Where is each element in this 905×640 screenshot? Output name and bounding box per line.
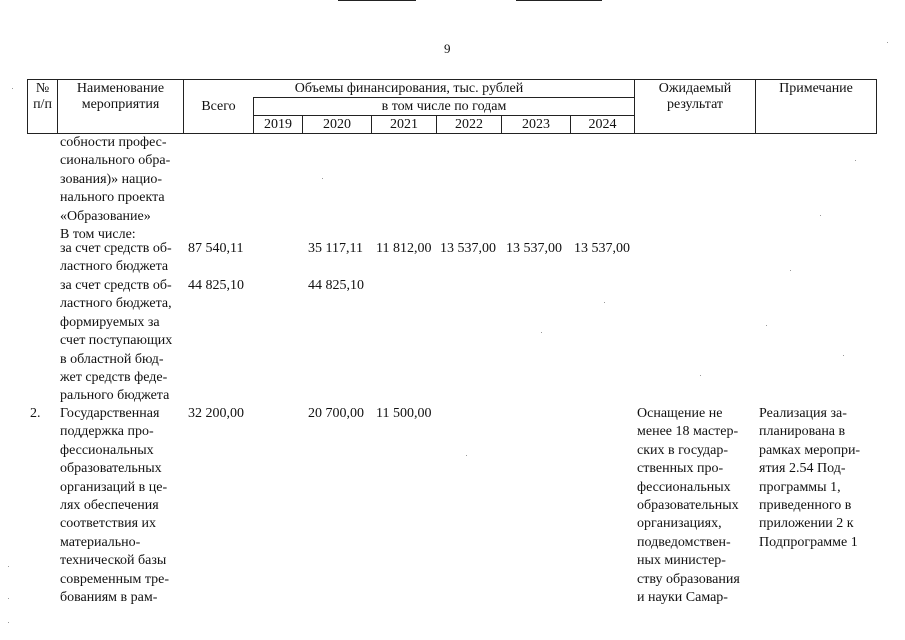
header-year-2023: 2023 bbox=[522, 117, 550, 132]
header-name: Наименование мероприятия bbox=[76, 81, 165, 112]
sub-row-regional-2023: 13 537,00 bbox=[506, 241, 562, 256]
row-2-2020: 20 700,00 bbox=[308, 406, 364, 421]
sub-row-federal-total: 44 825,10 bbox=[188, 278, 244, 293]
top-rule-right bbox=[516, 0, 602, 1]
row-2-number: 2. bbox=[30, 406, 41, 421]
sub-row-regional-2021: 11 812,00 bbox=[376, 241, 432, 256]
sub-row-regional-2024: 13 537,00 bbox=[574, 241, 630, 256]
header-year-2021: 2021 bbox=[390, 117, 418, 132]
header-note: Примечание bbox=[779, 81, 853, 96]
sub-row-regional-2022: 13 537,00 bbox=[440, 241, 496, 256]
header-total: Всего bbox=[201, 99, 236, 114]
header-num: № п/п bbox=[33, 81, 52, 112]
row-2-note: Реализация за- планирована в рамках меропри- ятия 2.54 Под- программы 1, приведенного в приложении 2 к Подпрограмме 1 bbox=[759, 406, 861, 550]
header-funding: Объемы финансирования, тыс. рублей bbox=[294, 81, 524, 96]
header-year-2019: 2019 bbox=[264, 117, 292, 132]
row-2-name: Государственная поддержка про- фессиональных образовательных организаций в це- лях обеспечения соответствия их материально- технической базы современным тре- бованиям в рам- bbox=[60, 406, 170, 606]
row-2-result: Оснащение не менее 18 мастер- ских в государ- ственных про- фессиональных образовательных организациях, подведомствен- ных министер- ству образования и науки Самар- bbox=[637, 406, 740, 606]
row-2-2021: 11 500,00 bbox=[376, 406, 432, 421]
continuation-text: собности профес- сионального обра- зования)» нацио- нального проекта «Образование» В том числе: bbox=[60, 135, 171, 243]
header-year-2020: 2020 bbox=[323, 117, 351, 132]
sub-row-federal-label: за счет средств об- ластного бюджета, формируемых за счет поступающих в областной бюд- жет средств феде- рального бюджета bbox=[60, 278, 173, 404]
row-2-total: 32 200,00 bbox=[188, 406, 244, 421]
header-by-years: в том числе по годам bbox=[381, 99, 507, 114]
header-year-2024: 2024 bbox=[588, 117, 617, 132]
page-number: 9 bbox=[444, 41, 451, 56]
header-result: Ожидаемый результат bbox=[658, 81, 732, 112]
top-rule-left bbox=[338, 0, 416, 1]
sub-row-regional-2020: 35 117,11 bbox=[308, 241, 363, 256]
sub-row-regional-label: за счет средств об- ластного бюджета bbox=[60, 241, 172, 275]
sub-row-regional-total: 87 540,11 bbox=[188, 241, 244, 256]
sub-row-federal-2020: 44 825,10 bbox=[308, 278, 364, 293]
header-year-2022: 2022 bbox=[455, 117, 483, 132]
